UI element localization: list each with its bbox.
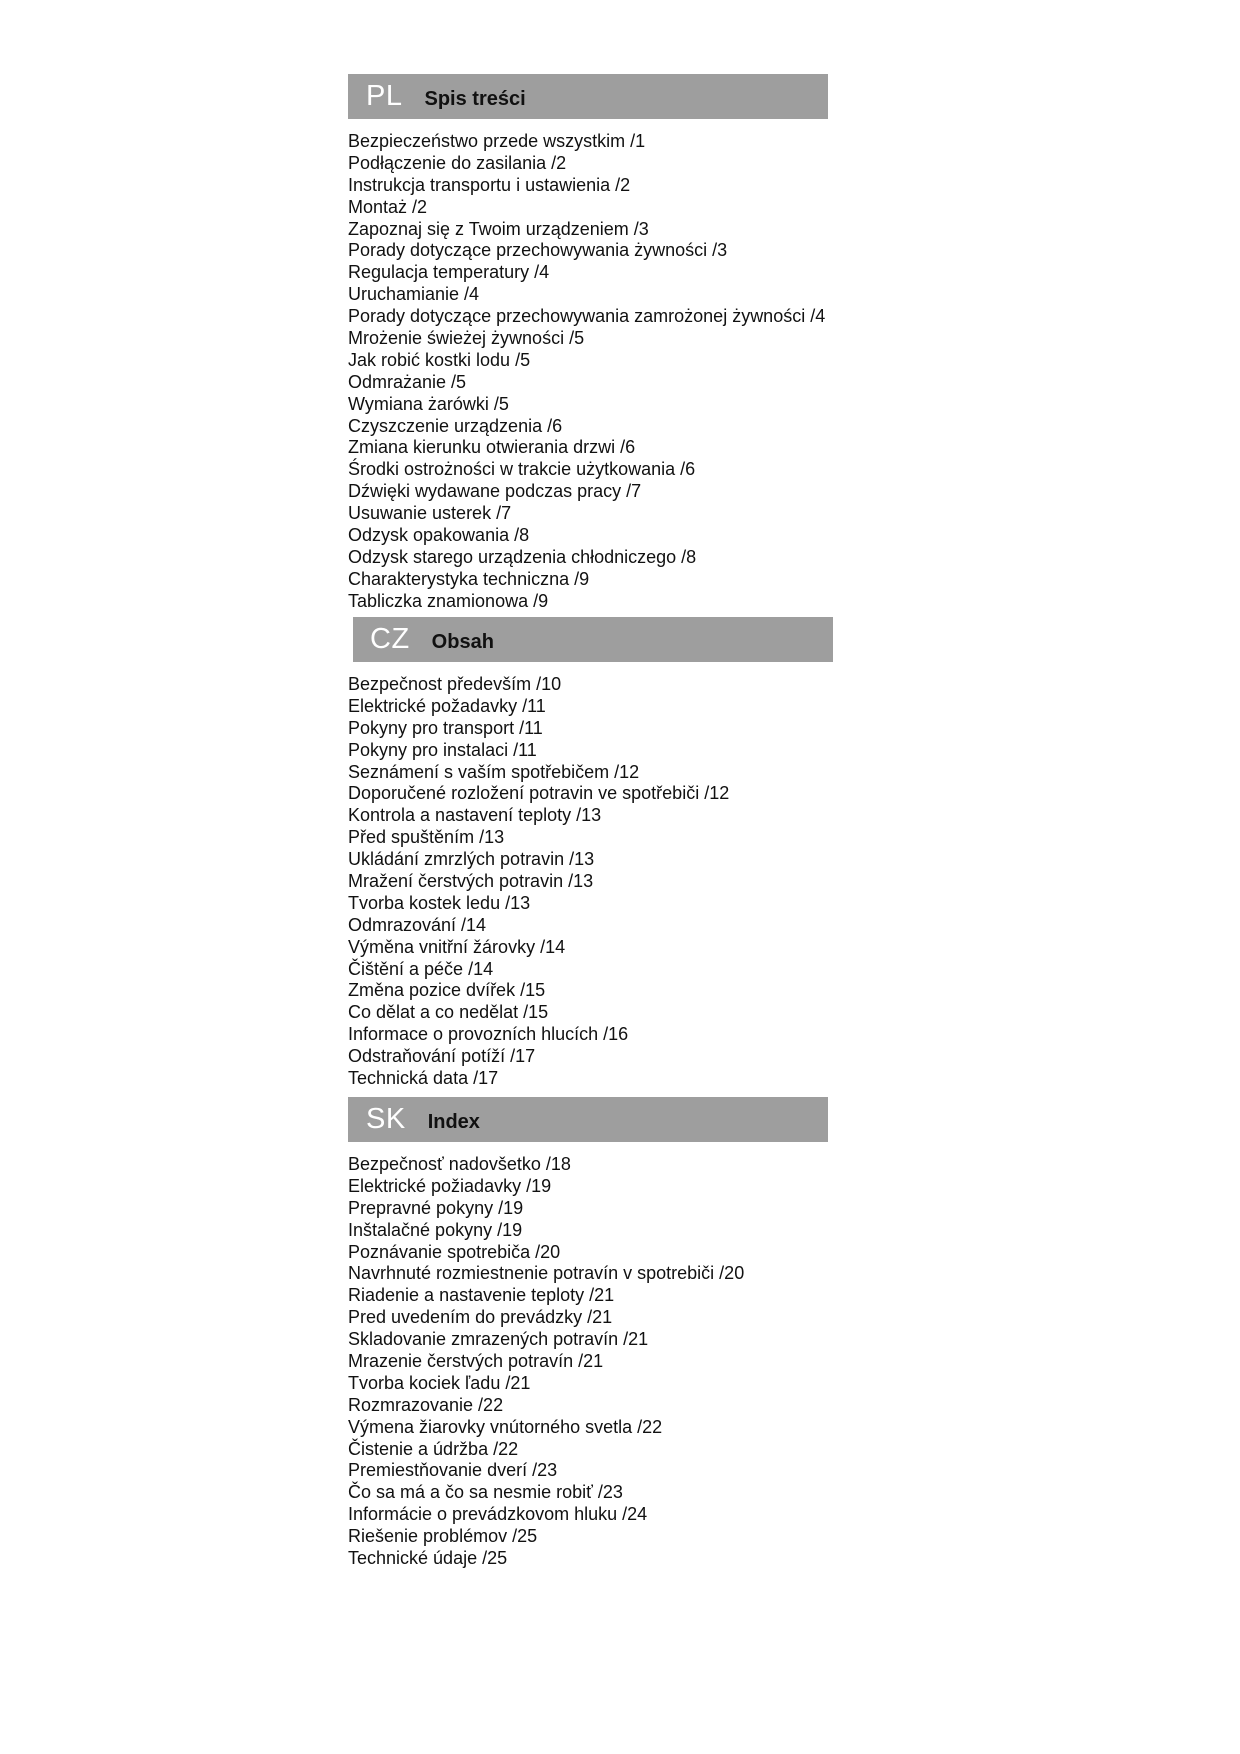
- toc-entry: Tvorba kociek ľadu /21: [348, 1372, 531, 1393]
- section-header-bar: [348, 1097, 828, 1142]
- toc-entry: Informácie o prevádzkovom hluku /24: [348, 1504, 648, 1525]
- toc-entry: Pokyny pro instalaci /11: [348, 739, 537, 760]
- toc-entry: Jak robić kostki lodu /5: [348, 349, 531, 370]
- language-code: SK: [366, 1103, 406, 1135]
- toc-list: [348, 1154, 908, 1570]
- toc-entry: Čo sa má a čo sa nesmie robiť /23: [348, 1482, 623, 1503]
- toc-list: [348, 131, 908, 613]
- toc-entry: Doporučené rozložení potravin ve spotřebiči /12: [348, 783, 730, 804]
- toc-entry: Tvorba kostek ledu /13: [348, 892, 531, 913]
- toc-entry: Środki ostrożności w trakcie użytkowania /6: [348, 459, 696, 480]
- toc-entry: Zmiana kierunku otwierania drzwi /6: [348, 437, 636, 458]
- toc-entry: Inštalačné pokyny /19: [348, 1219, 523, 1240]
- toc-entry: Odmrazování /14: [348, 914, 487, 935]
- toc-entry: Odzysk opakowania /8: [348, 525, 530, 546]
- toc-entry: Bezpečnosť nadovšetko /18: [348, 1154, 571, 1174]
- toc-entry: Montaż /2: [348, 196, 428, 217]
- toc-entry: Pred uvedením do prevádzky /21: [348, 1307, 613, 1328]
- toc-entry: Zapoznaj się z Twoim urządzeniem /3: [348, 218, 649, 239]
- toc-section-sk: [348, 1097, 828, 1570]
- toc-entry: Premiestňovanie dverí /23: [348, 1460, 558, 1481]
- toc-entry: Poznávanie spotrebiča /20: [348, 1241, 561, 1262]
- toc-entry: Pokyny pro transport /11: [348, 717, 543, 738]
- section-title: Index: [427, 1111, 480, 1133]
- toc-entry: Změna pozice dvířek /15: [348, 980, 546, 1001]
- toc-entry: Mražení čerstvých potravin /13: [348, 871, 594, 892]
- toc-entry: Wymiana żarówki /5: [348, 393, 509, 414]
- toc-entry: Rozmrazovanie /22: [348, 1394, 504, 1415]
- section-title: Obsah: [431, 631, 494, 653]
- toc-entry: Tabliczka znamionowa /9: [348, 590, 549, 611]
- toc-entry: Mrożenie świeżej żywności /5: [348, 328, 585, 349]
- toc-entry: Regulacja temperatury /4: [348, 262, 550, 283]
- toc-entry: Dźwięki wydawane podczas pracy /7: [348, 481, 642, 502]
- toc-entry: Odstraňování potíží /17: [348, 1046, 536, 1067]
- toc-entry: Elektrické požadavky /11: [348, 695, 546, 716]
- toc-entry: Bezpečnost především /10: [348, 674, 562, 694]
- toc-entry: Prepravné pokyny /19: [348, 1197, 524, 1218]
- toc-entry: Navrhnuté rozmiestnenie potravín v spotrebiči /20: [348, 1263, 745, 1284]
- toc-entry: Podłączenie do zasilania /2: [348, 152, 567, 173]
- toc-section-cz: [348, 617, 828, 1090]
- toc-entry: Instrukcja transportu i ustawienia /2: [348, 174, 631, 195]
- toc-entry: Kontrola a nastavení teploty /13: [348, 805, 602, 826]
- toc-entry: Riešenie problémov /25: [348, 1526, 538, 1547]
- toc-entry: Usuwanie usterek /7: [348, 503, 512, 524]
- toc-list: [348, 674, 908, 1090]
- language-code: PL: [366, 80, 403, 112]
- toc-entry: Výmena žiarovky vnútorného svetla /22: [348, 1416, 663, 1437]
- toc-entry: Charakterystyka techniczna /9: [348, 568, 590, 589]
- toc-entry: Uruchamianie /4: [348, 284, 480, 305]
- toc-entry: Riadenie a nastavenie teploty /21: [348, 1285, 615, 1306]
- toc-entry: Mrazenie čerstvých potravín /21: [348, 1351, 604, 1372]
- toc-entry: Skladovanie zmrazených potravín /21: [348, 1329, 649, 1350]
- toc-entry: Porady dotyczące przechowywania żywności /3: [348, 240, 728, 261]
- toc-entry: Porady dotyczące przechowywania zamrożonej żywności /4: [348, 306, 826, 327]
- section-title: Spis treści: [424, 88, 526, 110]
- toc-entry: Odzysk starego urządzenia chłodniczego /8: [348, 546, 697, 567]
- toc-entry: Elektrické požiadavky /19: [348, 1175, 552, 1196]
- toc-entry: Co dělat a co nedělat /15: [348, 1002, 549, 1023]
- toc-entry: Technické údaje /25: [348, 1548, 508, 1569]
- toc-entry: Bezpieczeństwo przede wszystkim /1: [348, 131, 646, 151]
- toc-entry: Czyszczenie urządzenia /6: [348, 415, 563, 436]
- toc-entry: Výměna vnitřní žárovky /14: [348, 936, 566, 957]
- toc-entry: Ukládání zmrzlých potravin /13: [348, 849, 595, 870]
- toc-entry: Seznámení s vaším spotřebičem /12: [348, 761, 640, 782]
- language-code: CZ: [370, 623, 410, 655]
- toc-entry: Čištění a péče /14: [348, 958, 494, 979]
- toc-entry: Odmrażanie /5: [348, 371, 467, 392]
- toc-entry: Před spuštěním /13: [348, 827, 505, 848]
- toc-entry: Čistenie a údržba /22: [348, 1438, 519, 1459]
- section-header-bar: [348, 74, 828, 119]
- section-header-bar: [353, 617, 833, 662]
- toc-entry: Technická data /17: [348, 1068, 499, 1089]
- toc-section-pl: [348, 74, 828, 613]
- toc-entry: Informace o provozních hlucích /16: [348, 1024, 629, 1045]
